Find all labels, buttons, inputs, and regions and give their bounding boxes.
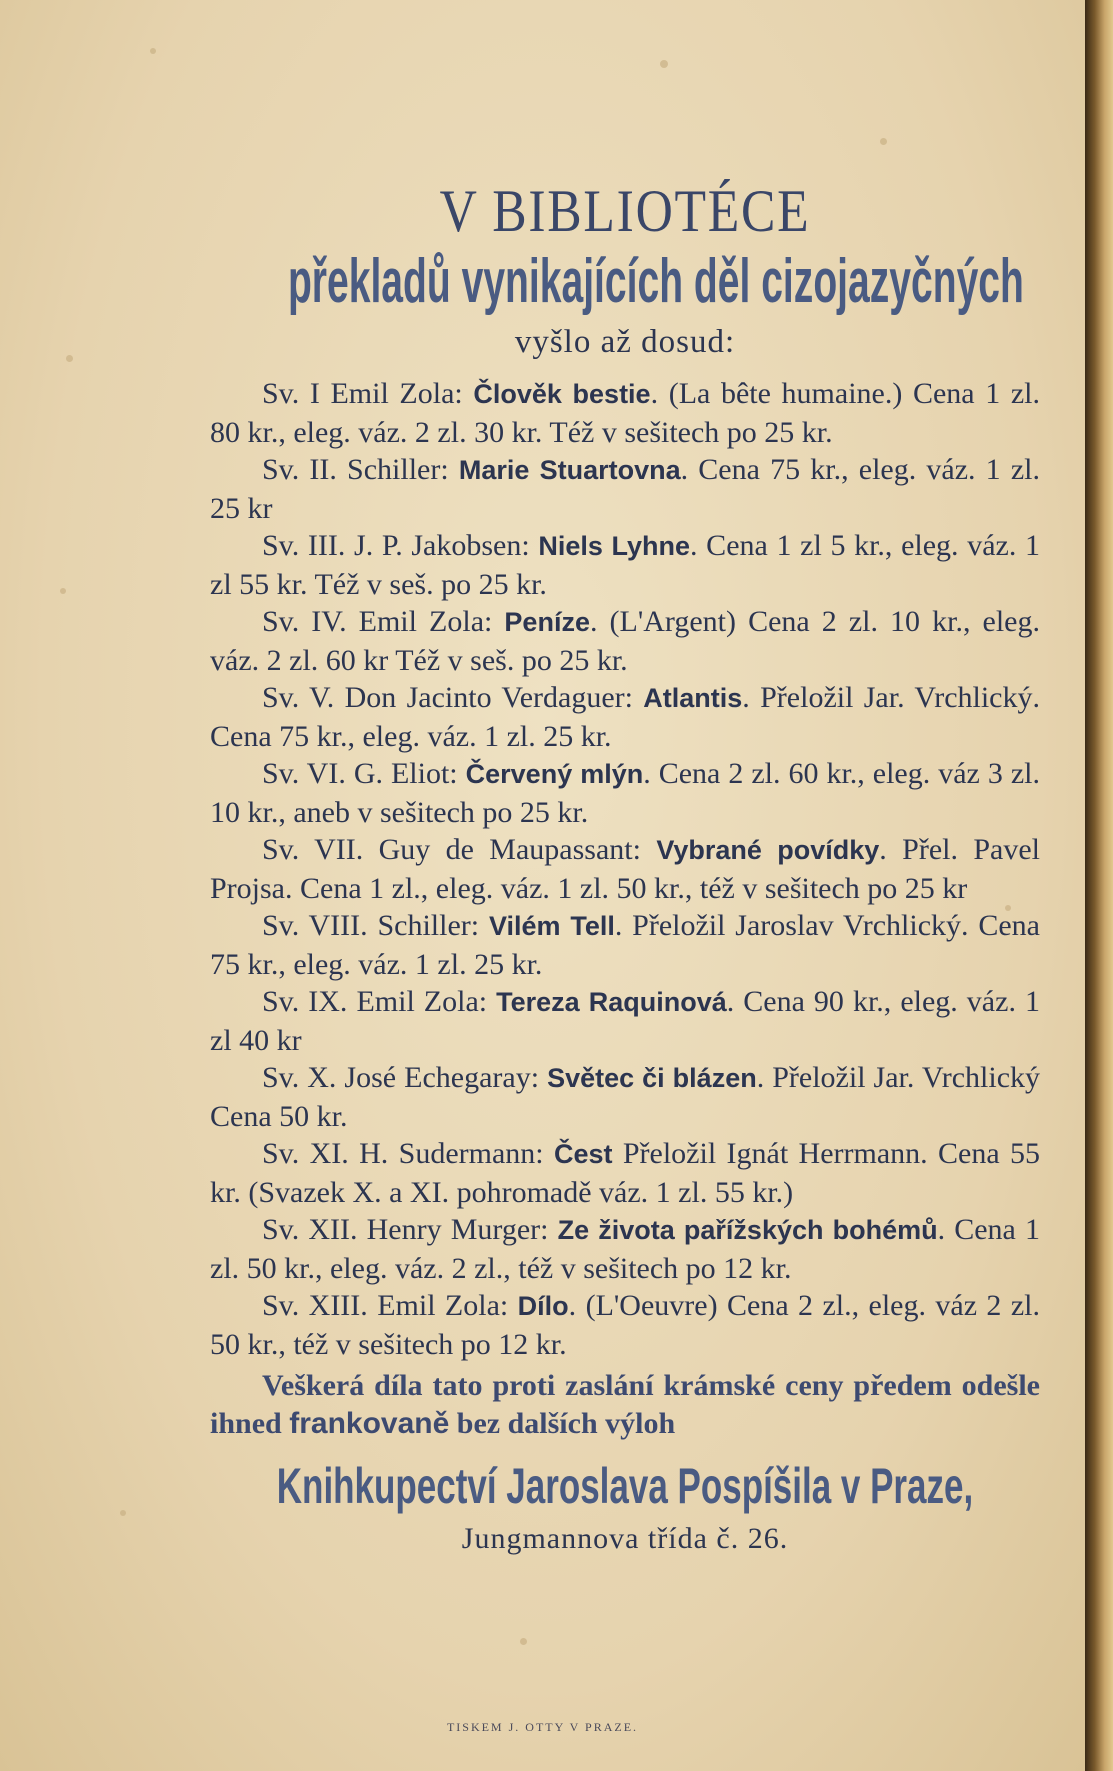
entry-author: Sv. X. José Echegaray: bbox=[262, 1061, 548, 1094]
entry-author: Sv. I Emil Zola: bbox=[262, 377, 474, 410]
entry-details: . Přeložil Jaroslav Vrchlický. Cena 75 kr., eleg. váz. 1 zl. 25 kr. bbox=[210, 909, 1041, 981]
entry-details: . Cena 90 kr., eleg. váz. 1 zl 40 kr bbox=[210, 985, 1040, 1057]
volume-entry-1 bbox=[210, 375, 1040, 451]
volume-entry-6 bbox=[210, 755, 1040, 831]
entry-title: Marie Stuartovna bbox=[458, 455, 681, 485]
entry-title: Atlantis bbox=[643, 683, 743, 713]
entry-author: Sv. IV. Emil Zola: bbox=[262, 605, 505, 638]
volume-entry-7 bbox=[210, 831, 1040, 907]
volume-entry-9 bbox=[210, 983, 1040, 1059]
entry-details: . (L'Oeuvre) Cena 2 zl., eleg. váz 2 zl. 50 kr., též v sešitech po 12 kr. bbox=[210, 1289, 1040, 1361]
entry-details: . Přeložil Jar. Vrchlický Cena 50 kr. bbox=[210, 1061, 1041, 1133]
stain-spot bbox=[66, 355, 73, 362]
ordering-note bbox=[210, 1367, 1040, 1442]
entry-title: Ze života pařížských bohémů bbox=[557, 1215, 938, 1245]
entry-author: Sv. VIII. Schiller: bbox=[262, 909, 489, 942]
entry-title: Dílo bbox=[517, 1291, 569, 1321]
entry-details: . (La bête humaine.) Cena 1 zl. 80 kr., eleg. váz. 2 zl. 30 kr. Též v sešitech po 25 kr. bbox=[210, 377, 1040, 449]
stain-spot bbox=[120, 1510, 126, 1516]
volume-entry-3 bbox=[210, 527, 1040, 603]
stain-spot bbox=[150, 48, 156, 54]
entry-author: Sv. V. Don Jacinto Verdaguer: bbox=[262, 681, 644, 714]
entry-title: Člověk bestie bbox=[473, 379, 651, 409]
entry-title: Světec či blázen bbox=[547, 1063, 757, 1093]
note-emphasis: frankovaně bbox=[289, 1406, 450, 1440]
entry-details: . Přeložil Jar. Vrchlický. Cena 75 kr., eleg. váz. 1 zl. 25 kr. bbox=[210, 681, 1040, 753]
entry-author: Sv. XII. Henry Murger: bbox=[262, 1213, 558, 1246]
page-title: V BIBLIOTÉCE bbox=[439, 178, 811, 244]
stain-spot bbox=[60, 588, 66, 594]
entry-details: . (L'Argent) Cena 2 zl. 10 kr., eleg. váz. 2 zl. 60 kr Též v seš. po 25 kr. bbox=[210, 605, 1040, 677]
volume-list bbox=[210, 375, 1040, 1363]
volume-entry-10 bbox=[210, 1059, 1040, 1135]
volume-entry-4 bbox=[210, 603, 1040, 679]
entry-author: Sv. XIII. Emil Zola: bbox=[262, 1289, 518, 1322]
entry-title: Vybrané povídky bbox=[656, 835, 880, 865]
entry-details: . Cena 1 zl. 50 kr., eleg. váz. 2 zl., též v sešitech po 12 kr. bbox=[210, 1213, 1040, 1285]
publisher-name: Knihkupectví Jaroslava Pospíšila v Praze, bbox=[276, 1458, 974, 1514]
entry-title: Niels Lyhne bbox=[538, 531, 691, 561]
publisher-address: Jungmannova třída č. 26. bbox=[461, 1522, 789, 1555]
volume-entry-8 bbox=[210, 907, 1040, 983]
entry-author: Sv. VII. Guy de Maupassant: bbox=[262, 833, 657, 866]
entry-details: . Přel. Pavel Projsa. Cena 1 zl., eleg. váz. 1 zl. 50 kr., též v sešitech po 25 kr bbox=[210, 833, 1040, 905]
page-subtitle: překladů vynikajících děl cizojazyčných bbox=[287, 247, 1024, 316]
entry-title: Peníze bbox=[504, 607, 590, 637]
volume-entry-11 bbox=[210, 1135, 1040, 1211]
stain-spot bbox=[520, 1638, 527, 1645]
entry-author: Sv. XI. H. Sudermann: bbox=[262, 1137, 554, 1170]
entry-author: Sv. III. J. P. Jakobsen: bbox=[262, 529, 539, 562]
stain-spot bbox=[880, 138, 887, 145]
advertisement-body bbox=[210, 150, 1040, 1556]
volume-entry-13 bbox=[210, 1287, 1040, 1363]
note-text-end: bez dalších výloh bbox=[449, 1406, 676, 1440]
entry-author: Sv. II. Schiller: bbox=[262, 453, 459, 486]
intro-text: vyšlo až dosud: bbox=[514, 324, 736, 360]
entry-title: Červený mlýn bbox=[465, 759, 644, 789]
volume-entry-5 bbox=[210, 679, 1040, 755]
note-text: Veškerá díla tato proti zaslání krámské ceny předem odešle ihned bbox=[210, 1369, 1040, 1440]
printer-imprint: TISKEM J. OTTY V PRAZE. bbox=[446, 1720, 639, 1734]
book-spine-edge bbox=[1085, 0, 1113, 1771]
stain-spot bbox=[660, 60, 668, 68]
entry-author: Sv. VI. G. Eliot: bbox=[262, 757, 466, 790]
entry-details: . Cena 75 kr., eleg. váz. 1 zl. 25 kr bbox=[210, 453, 1040, 525]
entry-details: . Cena 2 zl. 60 kr., eleg. váz 3 zl. 10 kr., aneb v sešitech po 25 kr. bbox=[210, 757, 1040, 829]
entry-details: . Cena 1 zl 5 kr., eleg. váz. 1 zl 55 kr. Též v seš. po 25 kr. bbox=[210, 529, 1040, 601]
entry-title: Vilém Tell bbox=[488, 911, 615, 941]
entry-author: Sv. IX. Emil Zola: bbox=[262, 985, 497, 1018]
volume-entry-12 bbox=[210, 1211, 1040, 1287]
volume-entry-2 bbox=[210, 451, 1040, 527]
entry-details: Přeložil Ignát Herrmann. Cena 55 kr. (Svazek X. a XI. pohromadě váz. 1 zl. 55 kr.) bbox=[210, 1137, 1040, 1209]
entry-title: Čest bbox=[553, 1139, 613, 1169]
entry-title: Tereza Raquinová bbox=[496, 987, 727, 1017]
